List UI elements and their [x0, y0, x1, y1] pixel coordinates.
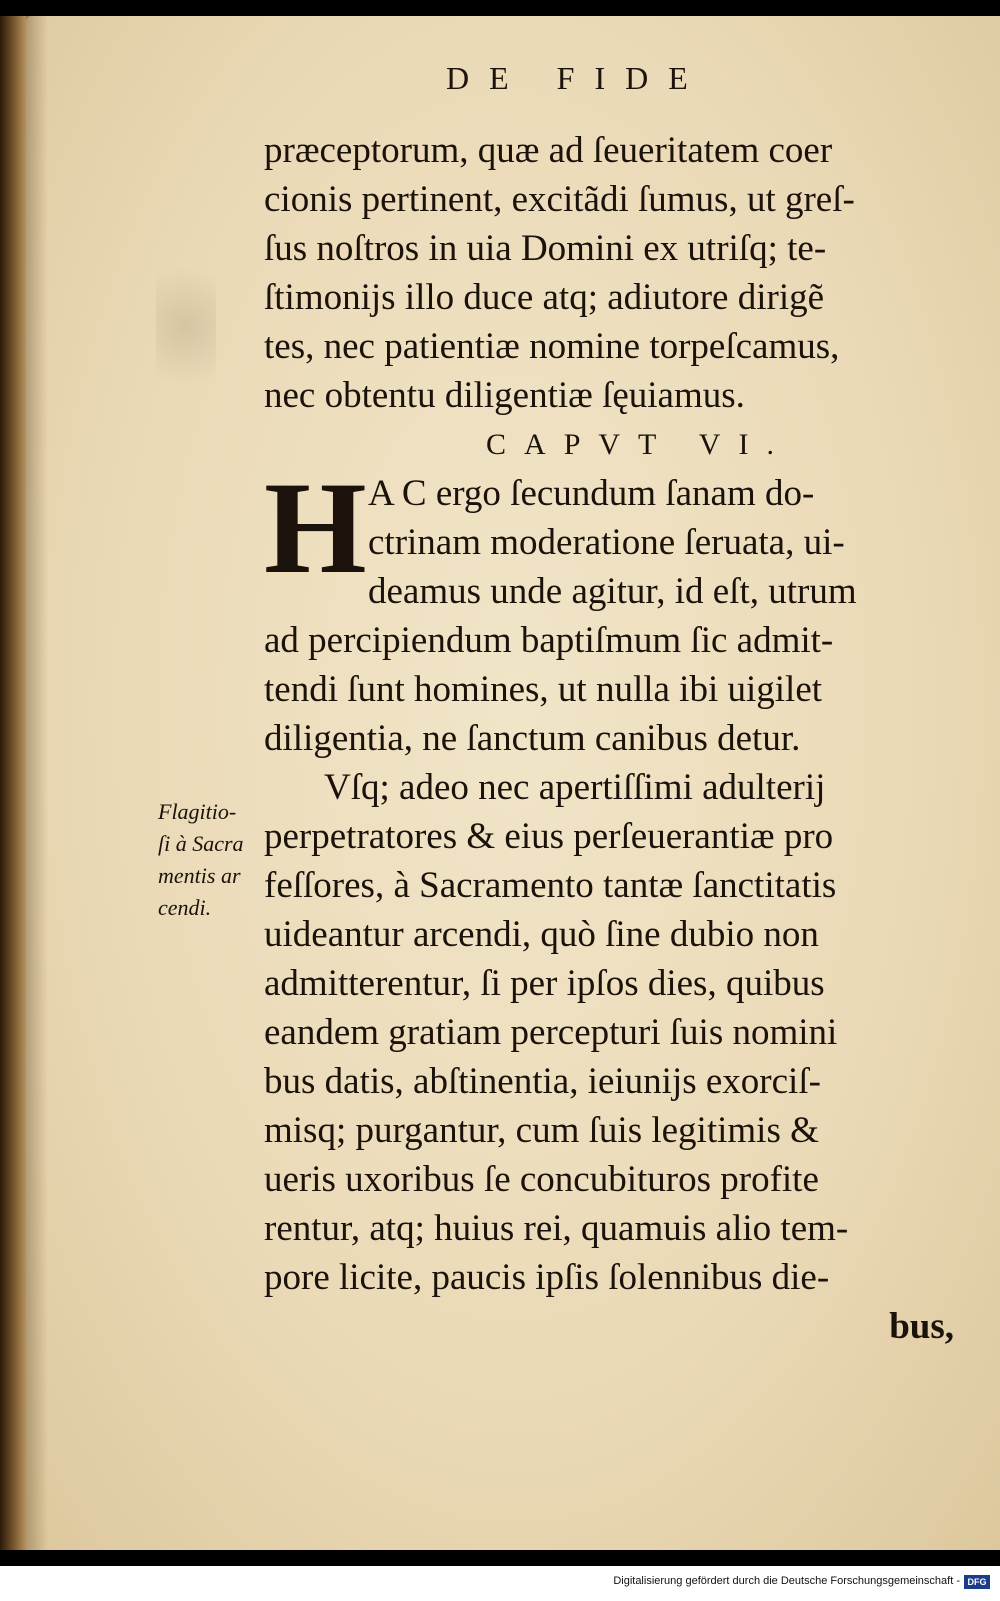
main-text: [264, 126, 954, 1351]
margin-note-line: mentis ar: [158, 863, 241, 888]
book-page: [26, 16, 1000, 1550]
text-line: cionis pertinent, excitãdi ſumus, ut greſ-: [264, 179, 855, 220]
margin-note: [158, 796, 288, 924]
text-line: A C ergo ſecundum ſanam do-: [368, 473, 815, 514]
text-line: admitterentur, ſi per ipſos dies, quibus: [264, 963, 825, 1004]
text-line: nec obtentu diligentiæ ſęuiamus.: [264, 375, 745, 416]
gutter-shadow: [26, 16, 48, 1550]
text-line: rentur, atq; huius rei, quamuis alio tem-: [264, 1208, 849, 1249]
text-line: præceptorum, quæ ad ſeueritatem coer: [264, 130, 833, 171]
margin-note-line: Flagitio-: [158, 799, 237, 824]
drop-cap-paragraph: [264, 454, 954, 616]
text-line: tendi ſunt homines, ut nulla ibi uigilet: [264, 669, 823, 710]
funding-credit: Digitalisierung gefördert durch die Deutsche Forschungsgemeinschaft -: [613, 1575, 960, 1587]
text-line: misq; purgantur, cum ſuis legitimis &: [264, 1110, 819, 1151]
footer-bar: [0, 1566, 1000, 1601]
text-line: ad percipiendum baptiſmum ſic admit-: [264, 620, 834, 661]
text-line: perpetratores & eius perſeuerantiæ pro: [264, 816, 834, 857]
text-line: ctrinam moderatione ſeruata, ui-: [368, 522, 845, 563]
text-line: Vſq; adeo nec apertiſſimi adulterij: [324, 767, 826, 808]
text-line: deamus unde agitur, id eſt, utrum: [368, 571, 857, 612]
text-line: pore licite, paucis ipſis ſolennibus die-: [264, 1257, 830, 1298]
text-line: ſus noſtros in uia Domini ex utriſq; te-: [264, 228, 827, 269]
ink-bleed-through: [156, 246, 216, 406]
drop-cap: H: [264, 454, 367, 601]
text-line: tes, nec patientiæ nomine torpeſcamus,: [264, 326, 840, 367]
margin-note-line: cendi.: [158, 895, 212, 920]
text-line: feſſores, à Sacramento tantæ ſanctitatis: [264, 865, 837, 906]
text-line: ueris uxoribus ſe concubituros profite: [264, 1159, 819, 1200]
chapter-heading: CAPVT VI.: [486, 428, 792, 461]
text-line: eandem gratiam percepturi ſuis nomini: [264, 1012, 838, 1053]
dfg-logo: DFG: [964, 1575, 990, 1589]
text-line: diligentia, ne ſanctum canibus detur.: [264, 718, 801, 759]
text-line: uideantur arcendi, quò ſine dubio non: [264, 914, 819, 955]
text-line: bus datis, abſtinentia, ieiunijs exorciſ-: [264, 1061, 821, 1102]
catchword: bus,: [889, 1306, 954, 1347]
text-line: ſtimonijs illo duce atq; adiutore dirigẽ: [264, 277, 825, 318]
running-head: DE FIDE: [446, 60, 708, 96]
margin-note-line: ſi à Sacra: [158, 831, 244, 856]
